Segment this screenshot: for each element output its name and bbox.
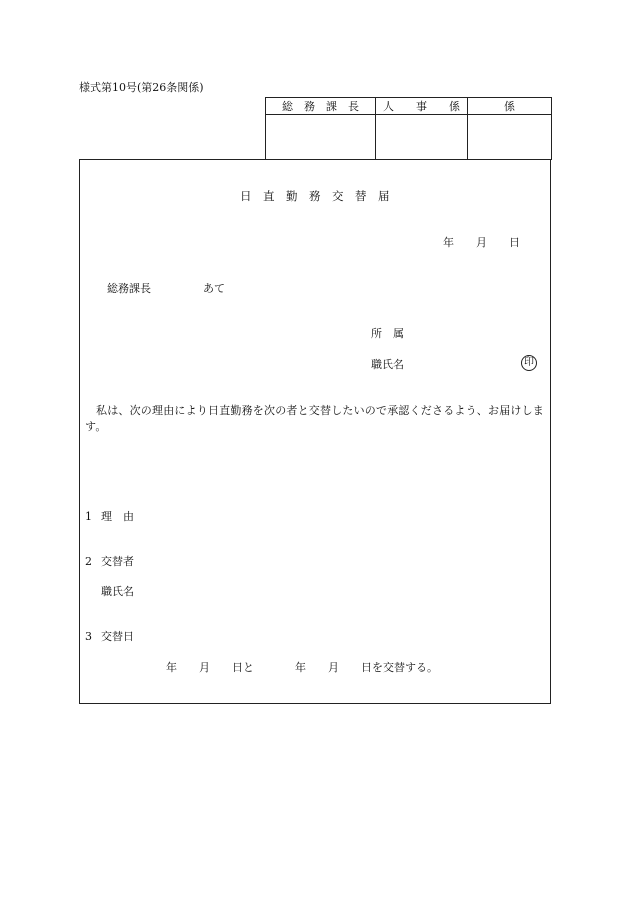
addressee-name: 総務課長 bbox=[107, 282, 151, 295]
item-3-number: 3 bbox=[85, 630, 92, 643]
exchange-date-from[interactable]: 年 月 日と bbox=[166, 661, 254, 674]
addressee-suffix: あて bbox=[203, 282, 225, 295]
item-2-number: 2 bbox=[85, 555, 92, 568]
stamp-cell-general-affairs-chief[interactable] bbox=[266, 115, 376, 160]
exchange-date-to[interactable]: 年 月 日を交替する。 bbox=[295, 661, 438, 674]
item-2-label: 交替者 bbox=[101, 555, 134, 568]
stamp-header-personnel: 人 事 係 bbox=[376, 98, 468, 115]
stamp-cell-staff[interactable] bbox=[468, 115, 552, 160]
stamp-cell-personnel[interactable] bbox=[376, 115, 468, 160]
stamp-header-general-affairs-chief: 総 務 課 長 bbox=[266, 98, 376, 115]
item-1-number: 1 bbox=[85, 510, 92, 523]
item-3-label: 交替日 bbox=[101, 630, 134, 643]
applicant-name-label: 職氏名 bbox=[371, 358, 404, 371]
item-1-label: 理 由 bbox=[101, 510, 134, 523]
approval-stamp-table bbox=[265, 97, 552, 160]
item-2-sub-label: 職氏名 bbox=[101, 585, 134, 598]
submission-date[interactable]: 年 月 日 bbox=[443, 236, 520, 249]
seal-mark: 印 bbox=[521, 355, 537, 371]
form-number: 様式第10号(第26条関係) bbox=[79, 81, 204, 94]
affiliation-label: 所 属 bbox=[371, 327, 404, 340]
form-title: 日 直 勤 務 交 替 届 bbox=[240, 189, 390, 203]
request-statement: 私は、次の理由により日直勤務を次の者と交替したいので承認くださるよう、お届けします。 bbox=[85, 404, 544, 433]
stamp-header-staff: 係 bbox=[468, 98, 552, 115]
